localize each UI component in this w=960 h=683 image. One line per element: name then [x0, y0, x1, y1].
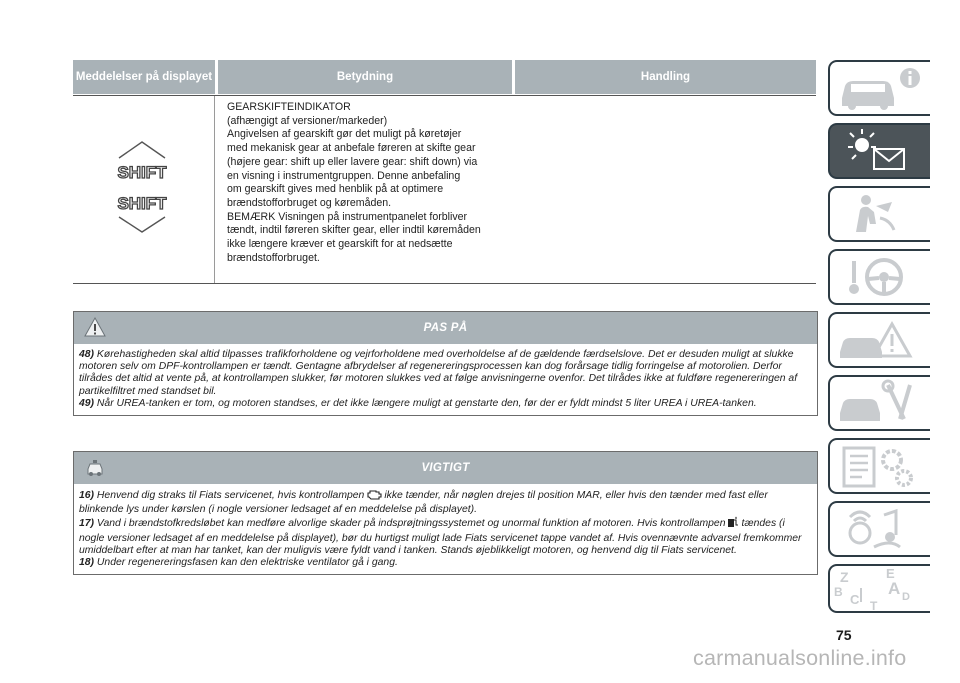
meaning-line: med mekanisk gear at anbefale føreren at skifte gear	[227, 142, 476, 155]
steering-key-icon	[830, 251, 930, 303]
column-header-meaning: Betydning	[218, 60, 512, 94]
warning-body	[74, 344, 817, 415]
note-text: Kørehastigheden skal altid tilpasses trafikforholdene og vejrforholdene med overholdelse af de gældende færdselslove. Det er desuden muligt at slukke motoren selv om DPF-kontrollampen er tændt. Gentagne afbrydelser af regenereringsprocessen kan dog forårsage tidlig forringelse af motorolien. Derfor tilrådes det altid at vente på, at kontrollampen slukker, før motoren slukkes ved at følge anvisningerne ovenfor. Det tilrådes ikke at fuldføre regenereringen af partikelfiltret med standset bil.	[79, 349, 798, 397]
note-number: 18)	[79, 557, 95, 569]
index-letter: D	[902, 591, 910, 603]
note-text: tændes (i nogle versioner ledsaget af en meddelelse på displayet), bør du hurtigst muligt lade Fiats servicenet tappe vandet af. Hvis ovennævnte advarsel fremkommer umiddelbart efter at man har tanket, kan der muligvis være fyldt vand i tanken. Stands øjeblikkeligt motoren, og henvend dig til Fiats servicenet.	[79, 518, 802, 556]
column-header-messages: Meddelelser på displayet	[73, 60, 215, 94]
warning-box	[73, 311, 818, 416]
meaning-line: en visning i instrumentgruppen. Denne anbefaling	[227, 169, 461, 182]
tab-multimedia[interactable]	[828, 501, 930, 557]
car-maintenance-tools-icon	[830, 377, 930, 429]
index-letter: A	[888, 579, 901, 598]
note-text: Henvend dig straks til Fiats servicenet, hvis kontrollampen	[96, 490, 365, 501]
multimedia-icon	[830, 503, 930, 555]
important-item-18	[79, 557, 811, 569]
note-text: Vand i brændstofkredsløbet kan medføre alvorlige skader på indsprøjtningssystemet og unormal funktion af motoren. Hvis kontrollampen	[96, 518, 726, 530]
table-header	[73, 60, 816, 94]
tab-starting-driving[interactable]	[828, 249, 930, 305]
emergency-roadside-icon	[830, 314, 930, 366]
shift-down-text: SHIFT	[117, 194, 167, 213]
important-box	[73, 451, 818, 575]
note-number: 49)	[79, 397, 95, 409]
technical-data-icon	[830, 440, 930, 492]
index-letter: T	[870, 599, 878, 611]
meaning-line: ikke længere kræver et gearskift for at nedsætte	[227, 238, 453, 251]
car-info-icon	[830, 62, 930, 114]
watermark: carmanualsonline.info	[693, 646, 907, 670]
warning-box-header	[74, 312, 817, 344]
warning-item-49	[79, 398, 811, 410]
index-letter: C	[850, 592, 860, 607]
warning-item-48	[79, 349, 811, 398]
important-item-17	[79, 516, 811, 557]
tab-warning-lights[interactable]	[828, 123, 930, 179]
meaning-line: (afhængigt af versioner/markeder)	[227, 114, 388, 127]
note-text: Under regenereringsfasen kan den elektriske ventilator gå i gang.	[96, 557, 398, 569]
important-item-16	[79, 489, 811, 516]
note-number: 17)	[79, 518, 95, 530]
airbag-safety-icon	[830, 188, 930, 240]
meaning-cell	[227, 101, 517, 265]
index-letter: B	[834, 585, 843, 599]
tab-maintenance[interactable]	[828, 375, 930, 431]
tab-technical-data[interactable]	[828, 438, 930, 494]
car-service-icon	[84, 456, 106, 483]
shift-up-text: SHIFT	[117, 163, 167, 182]
meaning-line: GEARSKIFTEINDIKATOR	[227, 101, 351, 113]
index-letter: Z	[840, 569, 849, 585]
meaning-line: (højere gear: shift up eller lavere gear: shift down) via	[227, 155, 478, 168]
tab-emergency[interactable]	[828, 312, 930, 368]
meaning-line: brændstofforbruget og køremåden.	[227, 196, 392, 209]
column-header-action: Handling	[515, 60, 816, 94]
water-in-fuel-icon	[727, 516, 739, 532]
table-column-separator	[214, 96, 215, 283]
meaning-line: Angivelsen af gearskift gør det muligt på køretøjer	[227, 128, 462, 141]
tab-index[interactable]	[828, 564, 930, 613]
note-number: 16)	[79, 490, 95, 501]
important-body	[74, 484, 817, 574]
meaning-line: BEMÆRK Visningen på instrumentpanelet forbliver	[227, 210, 468, 223]
warning-title: PAS PÅ	[423, 322, 468, 334]
meaning-line: om gearskift gives med henblik på at optimere	[227, 183, 444, 196]
important-box-header	[74, 452, 817, 484]
tab-safety[interactable]	[828, 186, 930, 242]
warning-triangle-icon	[84, 316, 106, 343]
page-number: 75	[836, 627, 852, 643]
important-title: VIGTIGT	[421, 462, 470, 474]
note-text: Når UREA-tanken er tom, og motoren standses, er det ikke længere muligt at genstarte den, før der er fyldt mindst 5 liter UREA i UREA-tanken.	[96, 397, 757, 409]
table-bottom-rule	[73, 283, 816, 284]
table-top-rule	[73, 95, 816, 96]
tab-car-info[interactable]	[828, 60, 930, 116]
warning-light-message-icon	[830, 125, 930, 177]
meaning-line: brændstofforbruget.	[227, 251, 320, 264]
note-number: 48)	[79, 349, 95, 360]
index-letter: E	[886, 566, 895, 581]
note-text: ikke tænder, når nøglen drejes til position MAR, eller hvis den tænder med fast eller blinkende lys under kørslen (i nogle versioner ledsaget af en meddelelse på displayet).	[79, 490, 768, 516]
meaning-line: tændt, indtil føreren skifter gear, eller indtil køremåden	[227, 224, 481, 237]
shift-indicator-icon	[104, 136, 180, 236]
index-letters-icon	[830, 566, 930, 611]
engine-icon	[366, 489, 382, 504]
